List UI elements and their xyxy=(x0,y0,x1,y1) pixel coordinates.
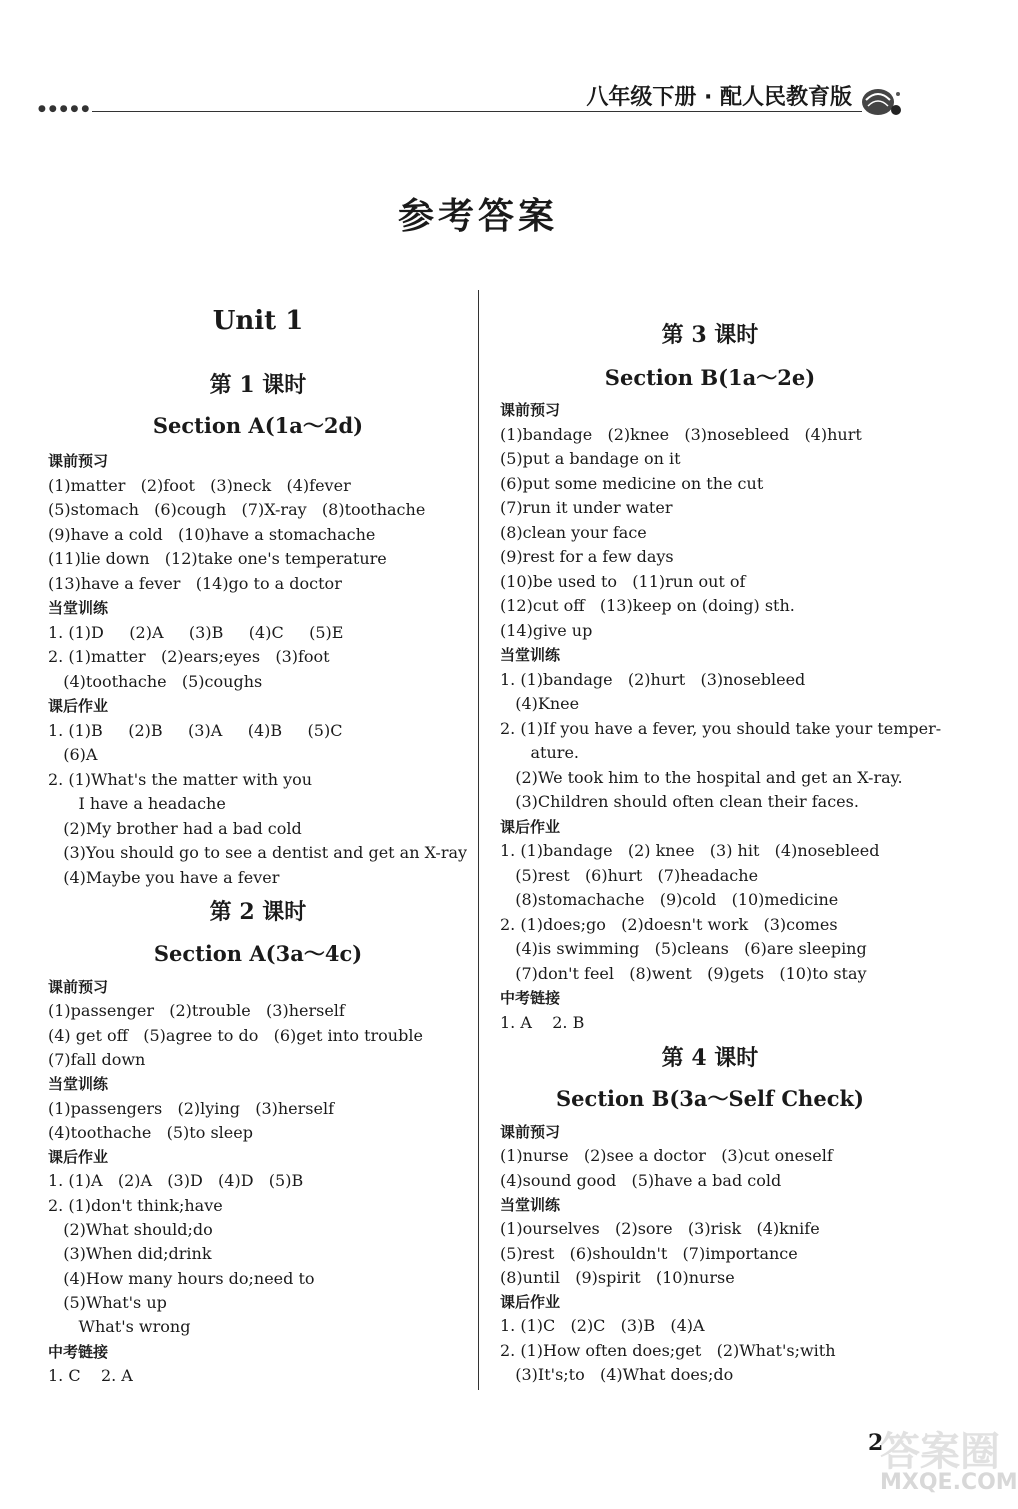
answer-line: (4)toothache (5)coughs xyxy=(48,671,263,691)
answer-line: 1. (1)C (2)C (3)B (4)A xyxy=(500,1316,705,1336)
subsection-label: 中考链接 xyxy=(500,989,561,1007)
answer-line: (8)clean your face xyxy=(500,522,647,542)
answer-line: (6)put some medicine on the cut xyxy=(500,473,764,493)
lesson-heading: 第 1 课时 xyxy=(209,372,307,398)
answer-line: 1. (1)D (2)A (3)B (4)C (5)E xyxy=(48,622,344,642)
section-heading: Section B(1a～2e) xyxy=(604,365,816,390)
answer-line: (8)stomachache (9)cold (10)medicine xyxy=(500,890,839,909)
lesson-heading: 第 2 课时 xyxy=(209,899,307,925)
answer-line: (12)cut off (13)keep on (doing) sth. xyxy=(500,596,795,615)
answer-line: (3)Children should often clean their faces. xyxy=(500,792,859,811)
answer-line: (4)Knee xyxy=(500,694,580,713)
answer-line: (14)give up xyxy=(500,620,593,640)
answer-line: 2. (1)How often does;get (2)What's;with xyxy=(500,1340,836,1360)
answer-line: (11)lie down (12)take one's temperature xyxy=(48,549,387,568)
answer-line: (5)put a bandage on it xyxy=(500,449,681,468)
answer-line: ature. xyxy=(500,743,579,762)
answer-line: 2. (1)does;go (2)doesn't work (3)comes xyxy=(500,914,838,934)
answer-line: 1. (1)B (2)B (3)A (4)B (5)C xyxy=(48,720,343,740)
subsection-label: 当堂训练 xyxy=(500,1195,561,1214)
section-heading: Section A(3a～4c) xyxy=(153,941,363,966)
answer-line: 1. C 2. A xyxy=(48,1365,133,1385)
answer-line: 1. A 2. B xyxy=(500,1012,585,1032)
answer-line: What's wrong xyxy=(48,1317,191,1337)
answer-line: (13)have a fever (14)go to a doctor xyxy=(48,573,342,593)
answer-line: (4)How many hours do;need to xyxy=(48,1268,315,1288)
answer-line: 2. (1)matter (2)ears;eyes (3)foot xyxy=(48,647,330,666)
answer-line: 2. (1)don't think;have xyxy=(48,1195,223,1215)
answer-line: (1)nurse (2)see a doctor (3)cut oneself xyxy=(500,1146,833,1166)
subsection-label: 当堂训练 xyxy=(48,1075,109,1094)
page-title: 参考答案 xyxy=(397,196,558,237)
answer-line: (1)passengers (2)lying (3)herself xyxy=(48,1098,335,1118)
subsection-label: 课后作业 xyxy=(500,1293,561,1312)
answer-line: (9)rest for a few days xyxy=(500,547,674,566)
header-title: 八年级下册 · 配人民教育版 xyxy=(586,85,852,110)
answer-line: (2)My brother had a bad cold xyxy=(48,818,302,838)
answer-line: (4)toothache (5)to sleep xyxy=(48,1122,253,1142)
subsection-label: 课后作业 xyxy=(48,1148,109,1167)
answer-line: (7)run it under water xyxy=(500,498,673,517)
answer-line: (10)be used to (11)run out of xyxy=(500,571,746,591)
answer-line: (3)When did;drink xyxy=(48,1244,212,1264)
answer-line: (5)rest (6)shouldn't (7)importance xyxy=(500,1243,798,1263)
book-logo-icon xyxy=(858,80,904,120)
subsection-label: 课后作业 xyxy=(48,697,109,715)
subsection-label: 中考链接 xyxy=(48,1342,109,1361)
answer-line: 2. (1)If you have a fever, you should take your temper- xyxy=(500,718,942,738)
subsection-label: 课前预习 xyxy=(48,978,109,996)
answer-line: (7)fall down xyxy=(48,1049,146,1069)
answer-line: (2)What should;do xyxy=(48,1220,213,1239)
answer-line: (4)Maybe you have a fever xyxy=(48,867,280,887)
answer-line: 2. (1)What's the matter with you xyxy=(48,769,313,789)
answer-line: (1)passenger (2)trouble (3)herself xyxy=(48,1001,345,1021)
subsection-label: 课前预习 xyxy=(500,1123,561,1141)
lesson-heading: 第 3 课时 xyxy=(661,322,759,348)
answer-line: (9)have a cold (10)have a stomachache xyxy=(48,524,376,544)
answer-line: (1)ourselves (2)sore (3)risk (4)knife xyxy=(500,1219,820,1239)
answer-line: (1)bandage (2)knee (3)nosebleed (4)hurt xyxy=(500,424,862,444)
unit-heading: Unit 1 xyxy=(212,306,304,336)
answer-line: (8)until (9)spirit (10)nurse xyxy=(500,1267,735,1287)
answer-line: (4)is swimming (5)cleans (6)are sleeping xyxy=(500,939,867,958)
subsection-label: 课前预习 xyxy=(48,452,109,470)
subsection-label: 课前预习 xyxy=(500,401,561,419)
subsection-label: 当堂训练 xyxy=(500,646,561,664)
section-heading: Section A(1a～2d) xyxy=(152,413,364,438)
answer-line: 1. (1)A (2)A (3)D (4)D (5)B xyxy=(48,1171,304,1191)
answer-line: (7)don't feel (8)went (9)gets (10)to stay xyxy=(500,963,867,983)
watermark-logo: 答案圈 xyxy=(880,1429,1000,1475)
page-number: 2 xyxy=(868,1430,884,1456)
answer-line: (3)It's;to (4)What does;do xyxy=(500,1365,734,1384)
answer-line: 1. (1)bandage (2)hurt (3)nosebleed xyxy=(500,669,806,689)
answer-line: (4) get off (5)agree to do (6)get into trouble xyxy=(48,1025,423,1045)
answer-line: (3)You should go to see a dentist and get an X-ray xyxy=(48,843,468,862)
answer-line: (4)sound good (5)have a bad cold xyxy=(500,1170,782,1190)
column-divider xyxy=(478,290,479,1390)
answer-line: (5)stomach (6)cough (7)X-ray (8)toothache xyxy=(48,500,426,519)
answer-line: (1)matter (2)foot (3)neck (4)fever xyxy=(48,475,351,495)
answer-line: (2)We took him to the hospital and get an X-ray. xyxy=(500,767,903,787)
header-rule xyxy=(92,111,862,112)
answer-line: (5)What's up xyxy=(48,1292,167,1312)
answer-line: (5)rest (6)hurt (7)headache xyxy=(500,865,759,885)
watermark-url: MXQE.COM xyxy=(880,1470,1018,1495)
answer-line: I have a headache xyxy=(48,794,226,813)
section-heading: Section B(3a～Self Check) xyxy=(556,1086,864,1111)
subsection-label: 当堂训练 xyxy=(48,599,109,617)
header-dots: ●●●●● xyxy=(38,104,93,114)
answer-line: 1. (1)bandage (2) knee (3) hit (4)nosebleed xyxy=(500,841,880,860)
answer-line: (6)A xyxy=(48,745,98,764)
lesson-heading: 第 4 课时 xyxy=(661,1045,759,1071)
subsection-label: 课后作业 xyxy=(500,817,561,836)
